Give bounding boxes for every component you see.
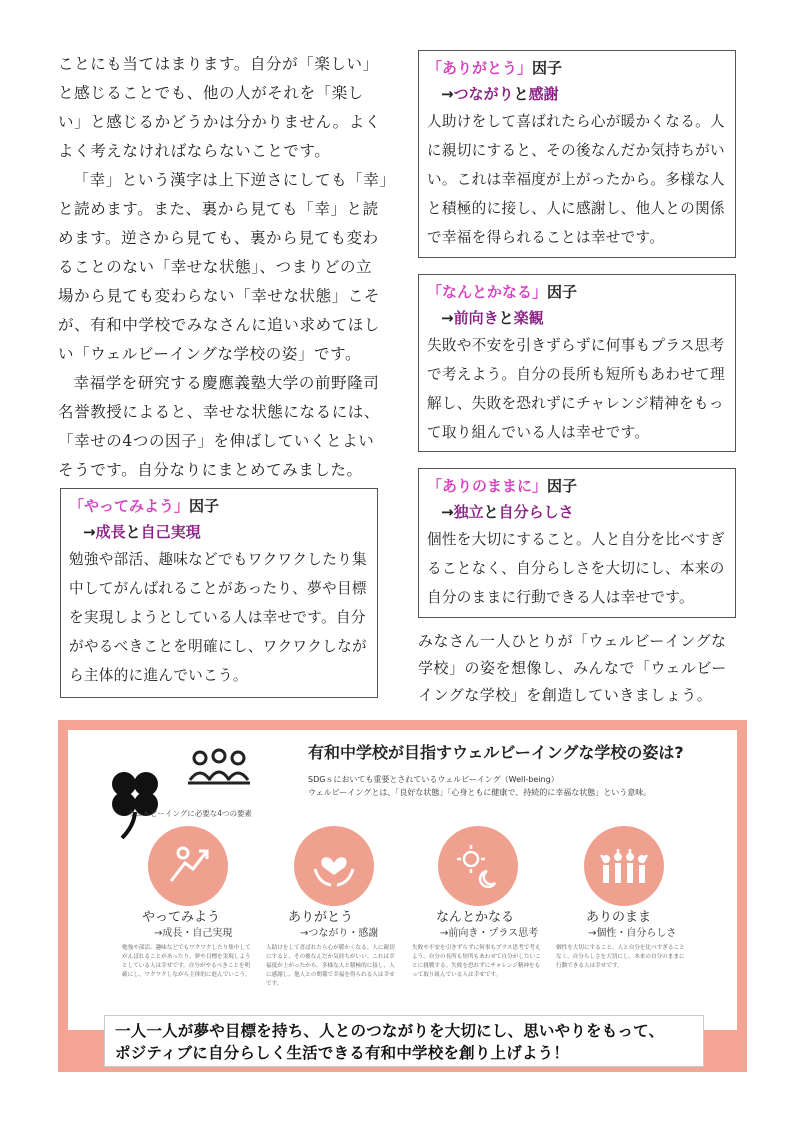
factor-keyword: つながり — [453, 85, 514, 103]
infographic-item-keywords: →つながり・感謝 — [300, 928, 379, 939]
down-arrow-icon — [310, 996, 324, 1014]
heart-hands-icon — [309, 841, 359, 891]
factor-suffix: 因子 — [532, 59, 563, 77]
people-icon — [188, 746, 250, 786]
wellbeing-infographic — [58, 720, 747, 1072]
conjunction: と — [498, 309, 514, 327]
factor-box-yattemiyou — [60, 488, 378, 698]
factor-heading — [427, 279, 727, 305]
factor-keywords — [427, 499, 727, 525]
clover-icon — [100, 762, 170, 842]
factor-suffix: 因子 — [547, 477, 578, 495]
down-arrow-icon — [466, 996, 480, 1014]
paragraph: 幸福学を研究する慶應義塾大学の前野隆司名誉教授によると、幸せな状態になるには、「幸せの4つの因子」を伸ばしていくとよいそうです。自分なりにまとめてみました。 — [58, 374, 381, 479]
group-people-icon-circle — [584, 826, 664, 906]
infographic-item-keywords: →前向き・プラス思考 — [440, 928, 539, 939]
infographic-subtitle: SDGｓにおいても重要とされているウェルビーイング（Well-being） — [308, 775, 559, 784]
factor-keyword: 感謝 — [528, 85, 559, 103]
school-slogan — [104, 1015, 704, 1067]
factor-body: 人助けをして喜ばれたら心が暖かくなる。人に親切にすると、その後なんだか気持ちがいい。これは幸福度が上がったから。多様な人と積極的に接し、人に感謝し、他人との関係で幸福を得られることは幸せです。 — [427, 113, 725, 246]
factor-suffix: 因子 — [547, 283, 578, 301]
slogan-line: 一人一人が夢や目標を持ち、人とのつながりを大切にし、思いやりをもって、 — [115, 1022, 665, 1040]
factor-keyword: 自分らしさ — [498, 503, 574, 521]
factor-keywords — [427, 305, 727, 331]
paragraph: 「幸」という漢字は上下逆さにしても「幸」と読めます。また、裏から見ても「幸」と読めます。逆さから見ても、裏から見ても変わることのない「幸せな状態」、つまりどの立場から見ても変わらない「幸せな状態」こそが、有和中学校でみなさんに追い求めてほしい「ウェルビーイングな学校の姿」です。 — [58, 171, 388, 363]
factor-quote: 「なんとかなる」 — [427, 283, 548, 301]
factor-heading — [427, 473, 727, 499]
infographic-item-description: 人助けをして喜ばれたら心が暖かくなる。人に親切にすると、その後なんだか気持ちがいい。これは幸福度が上がったから。多様な人と積極的に接し、人に感謝し、他人との関係で幸福を得られる人は幸せです。 — [266, 945, 395, 987]
conjunction: と — [483, 503, 499, 521]
factor-keyword: 楽観 — [513, 309, 544, 327]
closing-paragraph: みなさん一人ひとりが「ウェルビーイングな学校」の姿を想像し、みんなで「ウェルビーイングな学校」を創造していきましょう。 — [418, 632, 727, 704]
infographic-item-name: ありがとう — [288, 910, 354, 925]
infographic-item-name: やってみよう — [142, 910, 221, 925]
infographic-definition: ウェルビーイングとは、「良好な状態」「心身ともに健康で、持続的に幸福な状態」という意味。 — [308, 788, 652, 797]
sun-moon-icon-circle — [438, 826, 518, 906]
down-arrow-icon — [624, 996, 638, 1014]
factor-body: 勉強や部活、趣味などでもワクワクしたり集中してがんばれることがあったり、夢や目標を実現しようとしている人は幸せです。自分がやるべきことを明確にし、ワクワクしながら主体的に進んでいこう。 — [69, 551, 367, 684]
factor-keyword: 成長 — [95, 523, 126, 541]
slide-arrow-icon — [163, 841, 213, 891]
factor-heading — [427, 55, 727, 81]
infographic-item-name: なんとかなる — [436, 910, 515, 925]
factor-keywords — [69, 519, 369, 545]
factor-quote: 「ありがとう」 — [427, 59, 533, 77]
infographic-item-keywords: →個性・自分らしさ — [588, 928, 677, 939]
conjunction: と — [125, 523, 141, 541]
factor-keyword: 独立 — [453, 503, 484, 521]
factor-box-nantokanaru — [418, 274, 736, 452]
factor-body: 失敗や不安を引きずらずに何事もプラス思考で考えよう。自分の長所も短所もあわせて理解し、失敗を恐れずにチャレンジ精神をもって取り組んでいる人は幸せです。 — [427, 337, 725, 441]
arrow: → — [441, 85, 454, 103]
down-arrow-icon — [162, 996, 176, 1014]
factor-box-arigatou — [418, 50, 736, 258]
sun-moon-icon — [453, 841, 503, 891]
infographic-item-description: 個性を大切にすること。人と自分を比べすぎることなく、自分らしさを大切にし、本来の自分のままに行動できる人は幸せです。 — [556, 945, 685, 969]
factor-quote: 「ありのままに」 — [427, 477, 548, 495]
conjunction: と — [513, 85, 529, 103]
infographic-item-name: ありのまま — [586, 910, 652, 925]
group-people-icon — [597, 841, 651, 891]
factor-keyword: 前向き — [453, 309, 499, 327]
arrow: → — [83, 523, 96, 541]
slide-icon-circle — [148, 826, 228, 906]
arrow: → — [441, 503, 454, 521]
elements-label: ウェルビーイングに必要な4つの要素 — [128, 809, 253, 818]
infographic-item-keywords: →成長・自己実現 — [154, 928, 233, 939]
factor-heading — [69, 493, 369, 519]
factor-keywords — [427, 81, 727, 107]
heart-hands-icon-circle — [294, 826, 374, 906]
factor-quote: 「やってみよう」 — [69, 497, 190, 515]
arrow: → — [441, 309, 454, 327]
factor-body: 個性を大切にすること。人と自分を比べすぎることなく、自分らしさを大切にし、本来の自分のままに行動できる人は幸せです。 — [427, 531, 725, 606]
slogan-line: ポジティブに自分らしく生活できる有和中学校を創り上げよう！ — [115, 1044, 570, 1062]
factor-box-arinomamani — [418, 468, 736, 618]
factor-suffix: 因子 — [189, 497, 220, 515]
left-column-text — [58, 50, 388, 485]
infographic-item-description: 勉強や部活、趣味などでもワクワクしたり集中してがんばれることがあったり、夢や目標を実現しようとしている人は幸せです。自分がやるべきことを明確にし、ワクワクしながら主体的に進んでいこう。 — [122, 945, 251, 978]
infographic-item-description: 失敗や不安を引きずらずに何事もプラス思考で考えよう。自分の長所も短所もあわせて自分がしたいことに挑戦する。失敗を恐れずにチャレンジ精神をもって取り組んでいる人は幸せです。 — [412, 945, 541, 978]
infographic-title: 有和中学校が目指すウェルビーイングな学校の姿は? — [308, 743, 684, 762]
paragraph: ことにも当てはまります。自分が「楽しい」と感じることでも、他の人がそれを「楽しい」と感じるかどうかは分かりません。よくよく考えなければならないことです。 — [58, 55, 381, 160]
factor-keyword: 自己実現 — [140, 523, 201, 541]
infographic-panel — [68, 730, 737, 1030]
